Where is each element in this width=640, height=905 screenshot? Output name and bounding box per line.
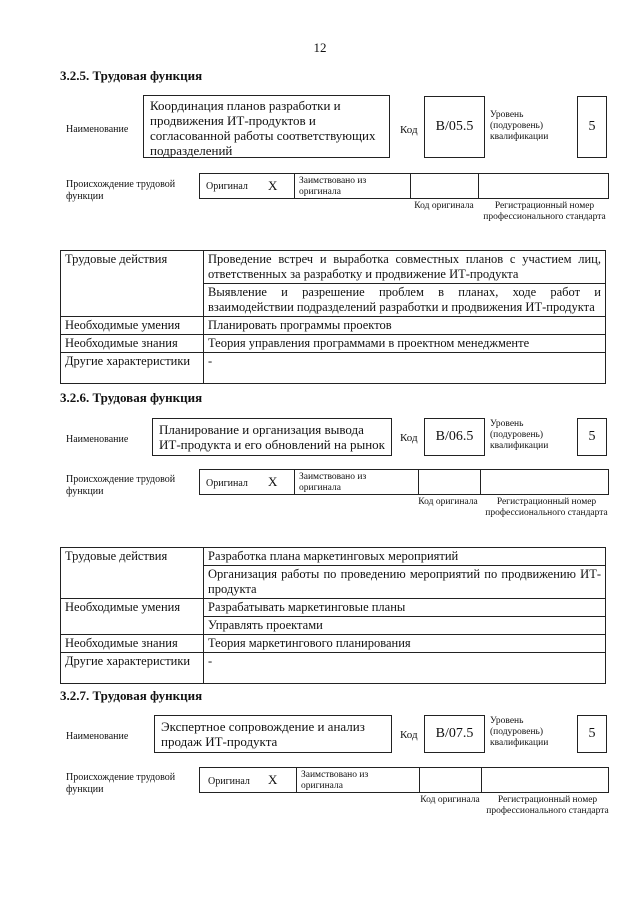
table-row: [61, 317, 606, 335]
table-row: [61, 653, 606, 684]
original-mark: X: [268, 772, 278, 787]
level-value-box: 5: [577, 715, 607, 753]
borrowed-label: Заимствовано из оригинала: [299, 472, 367, 493]
reg-number-caption: Регистрационный номер профессионального стандарта: [483, 201, 606, 222]
code-label: Код: [400, 432, 418, 444]
section-title: 3.2.7. Трудовая функция: [60, 688, 203, 703]
row-value: Планировать программы проектов: [204, 317, 606, 335]
row-value: Разработка плана маркетинговых мероприятий: [204, 548, 606, 566]
function-name-box: Планирование и организация вывода ИТ-продукта и его обновлений на рынок: [152, 418, 392, 456]
reg-number-caption: Регистрационный номер профессионального стандарта: [485, 497, 608, 518]
table-row: [61, 335, 606, 353]
original-mark: X: [268, 474, 278, 489]
row-label: Необходимые умения: [61, 599, 204, 635]
section-title: 3.2.6. Трудовая функция: [60, 390, 203, 405]
section-title: 3.2.5. Трудовая функция: [60, 68, 203, 83]
row-label: Трудовые действия: [61, 548, 204, 599]
origin-label: Происхождение трудовой функции: [66, 772, 176, 795]
function-name-box: Экспертное сопровождение и анализ продаж ИТ-продукта: [154, 715, 392, 753]
table-row: [61, 251, 606, 284]
function-code-box: B/05.5: [424, 96, 485, 158]
row-value: Теория маркетингового планирования: [204, 635, 606, 653]
row-label: Другие характеристики: [61, 653, 204, 684]
code-original-caption: Код оригинала: [414, 201, 474, 211]
row-label: Необходимые знания: [61, 635, 204, 653]
code-original-caption: Код оригинала: [420, 795, 480, 805]
row-value: Разрабатывать маркетинговые планы: [204, 599, 606, 617]
code-label: Код: [400, 729, 418, 741]
level-value-box: 5: [577, 418, 607, 456]
origin-table: [199, 173, 609, 199]
row-label: Необходимые знания: [61, 335, 204, 353]
original-label: Оригинал: [208, 776, 250, 787]
original-label: Оригинал: [206, 478, 248, 489]
table-row: [61, 635, 606, 653]
origin-label: Происхождение трудовой функции: [66, 179, 176, 202]
borrowed-label: Заимствовано из оригинала: [301, 770, 369, 791]
row-value: -: [204, 353, 606, 384]
table-row: [61, 548, 606, 566]
origin-label: Происхождение трудовой функции: [66, 474, 176, 497]
function-name-box: Координация планов разработки и продвижения ИТ-продуктов и согласованной работы соответствующих подразделений: [143, 95, 390, 158]
row-value: Выявление и разрешение проблем в планах, ходе работ и взаимодействии подразделений разработки и продвижения ИТ-продукта: [204, 284, 606, 317]
page-number: 12: [313, 40, 327, 55]
original-label: Оригинал: [206, 181, 248, 192]
row-label: Другие характеристики: [61, 353, 204, 384]
origin-table: [199, 469, 609, 495]
code-label: Код: [400, 124, 418, 136]
row-value: Управлять проектами: [204, 617, 606, 635]
row-value: Организация работы по проведению мероприятий по продвижению ИТ-продукта: [204, 566, 606, 599]
level-label: Уровень (подуровень) квалификации: [490, 419, 549, 451]
table-row: [61, 353, 606, 384]
code-original-caption: Код оригинала: [418, 497, 478, 507]
row-value: Теория управления программами в проектном менеджменте: [204, 335, 606, 353]
row-label: Трудовые действия: [61, 251, 204, 317]
original-mark: X: [268, 178, 278, 193]
duties-table: [60, 250, 606, 384]
table-row: [61, 599, 606, 617]
duties-table: [60, 547, 606, 684]
name-label: Наименование: [66, 124, 129, 135]
name-label: Наименование: [66, 731, 129, 742]
level-label: Уровень (подуровень) квалификации: [490, 716, 549, 748]
level-value-box: 5: [577, 96, 607, 158]
row-value: Проведение встреч и выработка совместных планов с участием лиц, ответственных за разработку и продвижение ИТ-продукта: [204, 251, 606, 284]
row-label: Необходимые умения: [61, 317, 204, 335]
reg-number-caption: Регистрационный номер профессионального стандарта: [486, 795, 609, 816]
function-code-box: B/07.5: [424, 715, 485, 753]
row-value: -: [204, 653, 606, 684]
function-code-box: B/06.5: [424, 418, 485, 456]
borrowed-label: Заимствовано из оригинала: [299, 176, 367, 197]
name-label: Наименование: [66, 434, 129, 445]
level-label: Уровень (подуровень) квалификации: [490, 110, 549, 142]
origin-table: [199, 767, 609, 793]
